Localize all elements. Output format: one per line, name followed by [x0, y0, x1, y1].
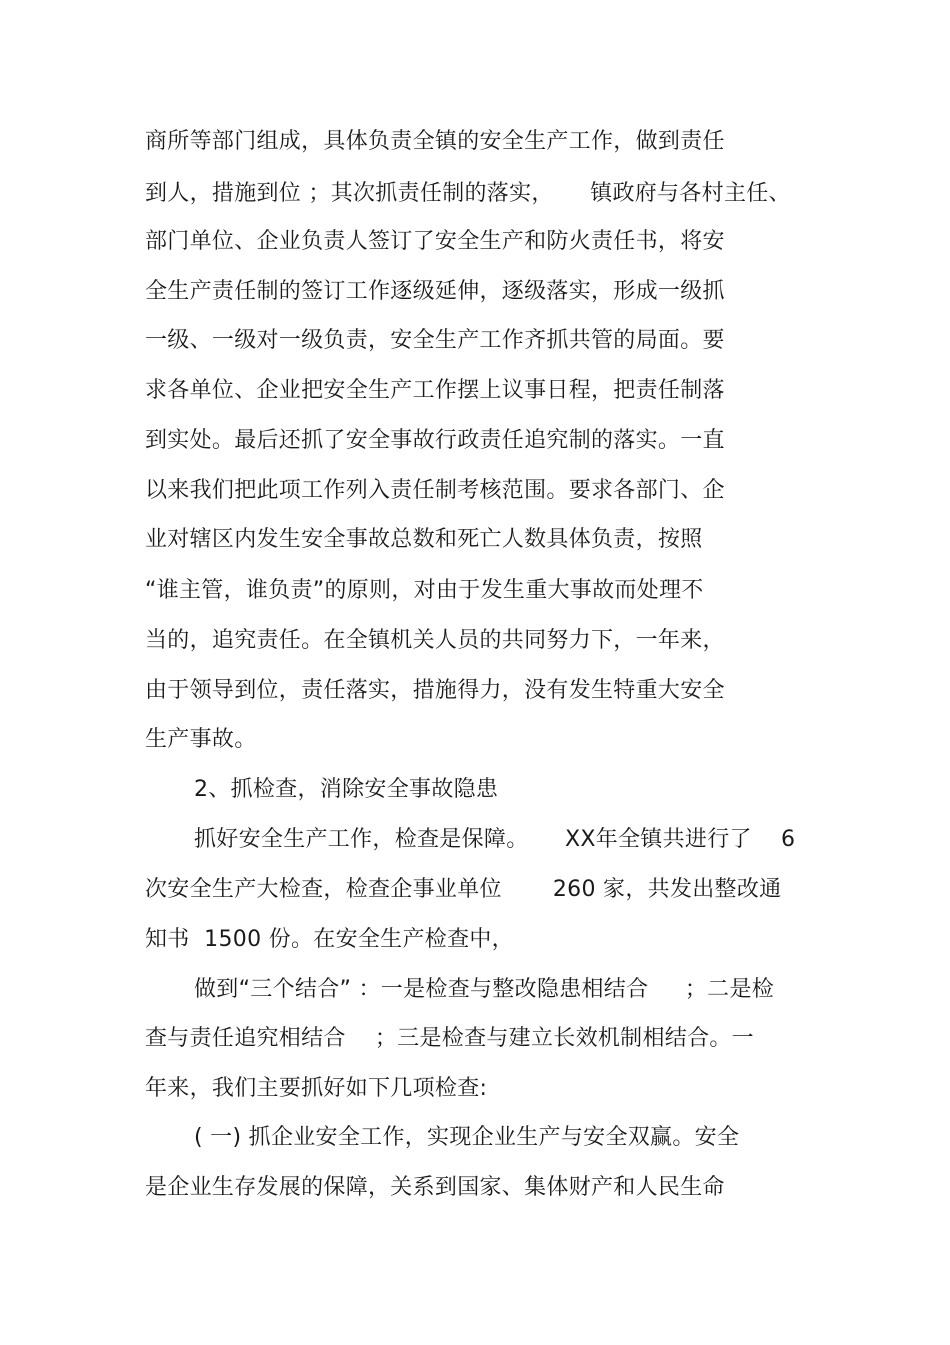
text-line: 商所等部门组成，具体负责全镇的安全生产工作，做到责任 [145, 129, 725, 154]
text-line: 由于领导到位，责任落实，措施得力，没有发生特重大安全 [145, 678, 725, 703]
text-line: 以来我们把此项工作列入责任制考核范围。要求各部门、企 [145, 478, 725, 503]
text-line: 求各单位、企业把安全生产工作摆上议事日程，把责任制落 [145, 378, 725, 403]
text-line: 业对辖区内发生安全事故总数和死亡人数具体负责，按照 [145, 527, 703, 552]
text-line: 知书 1500 份。在安全生产检查中， [145, 927, 514, 952]
text-line: 一级、一级对一级负责，安全生产工作齐抓共管的局面。要 [145, 328, 725, 353]
text-line: 生产事故。 [145, 727, 257, 752]
text-line: 到实处。最后还抓了安全事故行政责任追究制的落实。一直 [145, 428, 725, 453]
text-line: 年来，我们主要抓好如下几项检查: [145, 1076, 488, 1101]
text-line: 到人，措施到位 ；其次抓责任制的落实， 镇政府与各村主任、 [145, 181, 791, 206]
text-line: 是企业生存发展的保障，关系到国家、集体财产和人民生命 [145, 1175, 725, 1200]
text-line: 次安全生产大检查，检查企事业单位 260 家，共发出整改通 [145, 877, 782, 902]
text-line: 当的，追究责任。在全镇机关人员的共同努力下，一年来， [145, 628, 725, 653]
text-line: 做到“三个结合” ：一是检查与整改隐患相结合 ；二是检 [194, 977, 775, 1002]
text-line: ( 一) 抓企业安全工作，实现企业生产与安全双赢。安全 [194, 1125, 740, 1150]
text-line: 查与责任追究相结合 ；三是检查与建立长效机制相结合。一 [145, 1026, 754, 1051]
text-line: 全生产责任制的签订工作逐级延伸，逐级落实，形成一级抓 [145, 279, 725, 304]
text-line: “谁主管，谁负责”的原则，对由于发生重大事故而处理不 [145, 578, 704, 603]
text-line: 部门单位、企业负责人签订了安全生产和防火责任书，将安 [145, 229, 725, 254]
section-heading: 2、抓检查，消除安全事故隐患 [194, 777, 499, 802]
text-line: 抓好安全生产工作，检查是保障。 XX年全镇共进行了 6 [194, 827, 796, 852]
